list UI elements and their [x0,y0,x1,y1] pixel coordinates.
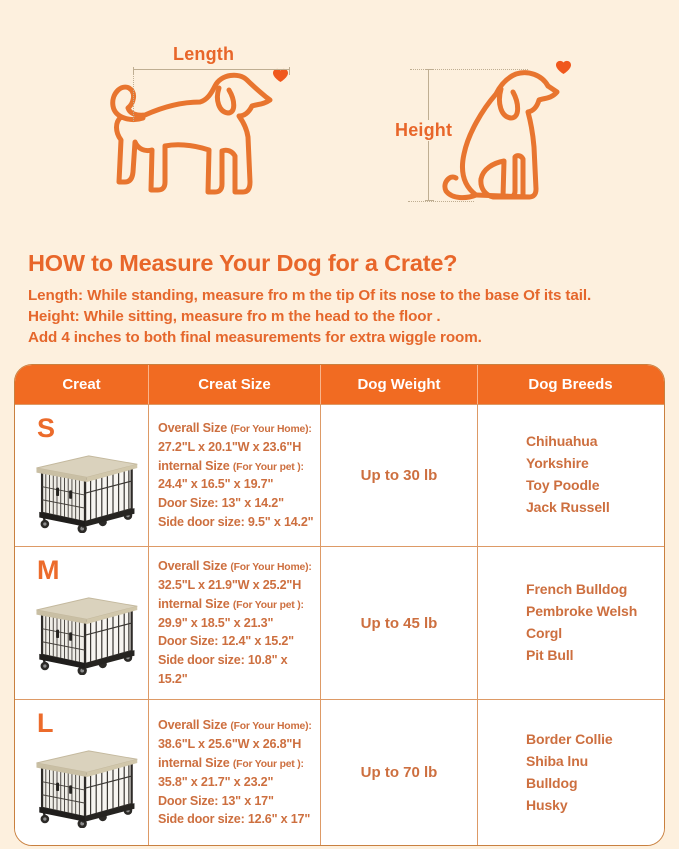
breed-item: Border Collie [526,730,613,747]
crate-size-table [14,364,665,846]
side-door-size: Side door size: 9.5" x 14.2" [158,515,314,530]
table-row-large [15,699,664,845]
side-door-size: Side door size: 10.8" x 15.2" [158,653,288,687]
door-size: Door Size: 13" x 14.2" [158,496,284,511]
internal-size-note: (For Your pet ): [232,461,304,473]
internal-size-value: 35.8" x 21.7" x 23.2" [158,774,274,789]
table-row-small [15,404,664,546]
height-bottom-extension-line [408,201,474,202]
height-label: Height [392,120,455,141]
internal-size-value: 29.9" x 18.5" x 21.3" [158,615,274,630]
header-creat: Creat [62,375,101,393]
breed-item: Yorkshire [526,455,589,472]
door-size: Door Size: 12.4" x 15.2" [158,634,294,649]
overall-size-label: Overall Size [158,717,228,732]
breeds-cell-medium [477,547,663,699]
heart-icon [556,61,571,74]
overall-size-value: 32.5"L x 21.9"W x 25.2"H [158,577,302,592]
breed-item: Toy Poodle [526,477,600,494]
overall-size-value: 27.2"L x 20.1"W x 23.6"H [158,439,302,454]
instruction-length: Length: While standing, measure fro m the tip Of its nose to the base Of its tail. [28,287,592,304]
size-letter-m: M [37,554,60,585]
weight-cell-medium: Up to 45 lb [320,547,477,699]
length-drop-line [133,69,134,121]
door-size: Door Size: 13" x 17" [158,793,274,808]
internal-size-label: internal Size [158,458,230,473]
breed-item: Pembroke Welsh [526,603,638,620]
instruction-wiggle-room: Add 4 inches to both final measurements for extra wiggle room. [28,328,482,346]
breed-item: French Bulldog [526,581,628,598]
crate-photo-medium [29,582,141,675]
crate-photo-small [29,440,141,533]
header-dog-breeds: Dog Breeds [477,365,663,404]
header-creat-size: Creat Size [148,365,320,404]
internal-size-value: 24.4" x 16.5" x 19.7" [158,477,274,492]
header-dog-weight: Dog Weight [320,365,477,404]
weight-cell-large: Up to 70 lb [320,700,477,845]
size-letter-l: L [37,708,54,739]
crate-cell-small [15,405,148,546]
page-title: HOW to Measure Your Dog for a Crate? [28,250,458,276]
overall-size-label: Overall Size [158,420,228,435]
overall-size-value: 38.6"L x 25.6"W x 26.8"H [158,736,302,751]
size-spec-cell-large [148,700,320,845]
overall-size-note: (For Your Home): [230,720,312,732]
heart-icon [273,69,288,82]
length-label: Length [170,44,237,65]
crate-cell-medium [15,547,148,699]
weight-cell-small: Up to 30 lb [320,405,477,546]
breeds-cell-small [477,405,663,546]
crate-cell-large [15,700,148,845]
length-dimension-line [133,69,290,70]
side-door-size: Side door size: 12.6" x 17" [158,812,311,827]
overall-size-note: (For Your Home): [230,423,312,435]
table-row-medium [15,546,664,699]
breeds-cell-large [477,700,663,845]
overall-size-label: Overall Size [158,558,228,573]
breed-item: Bulldog [526,774,578,791]
size-spec-cell-small [148,405,320,546]
measuring-instructions [28,286,651,349]
internal-size-label: internal Size [158,755,230,770]
breed-item: Shiba lnu [526,752,589,769]
internal-size-label: internal Size [158,596,230,611]
overall-size-note: (For Your Home): [230,561,312,573]
table-header-row [15,365,664,404]
internal-size-note: (For Your pet ): [232,758,304,770]
breed-item: Jack Russell [526,499,610,516]
instruction-height: Height: While sitting, measure fro m the head to the floor . [28,307,441,325]
breed-item: Corgl [526,625,563,642]
size-letter-s: S [37,412,56,443]
breed-item: Chihuahua [526,433,598,450]
internal-size-note: (For Your pet ): [232,599,304,611]
measuring-guide-hero [0,0,679,238]
breed-item: Husky [526,796,568,813]
breed-item: Pit Bull [526,646,574,663]
crate-photo-large [29,735,141,828]
size-spec-cell-medium [148,547,320,699]
